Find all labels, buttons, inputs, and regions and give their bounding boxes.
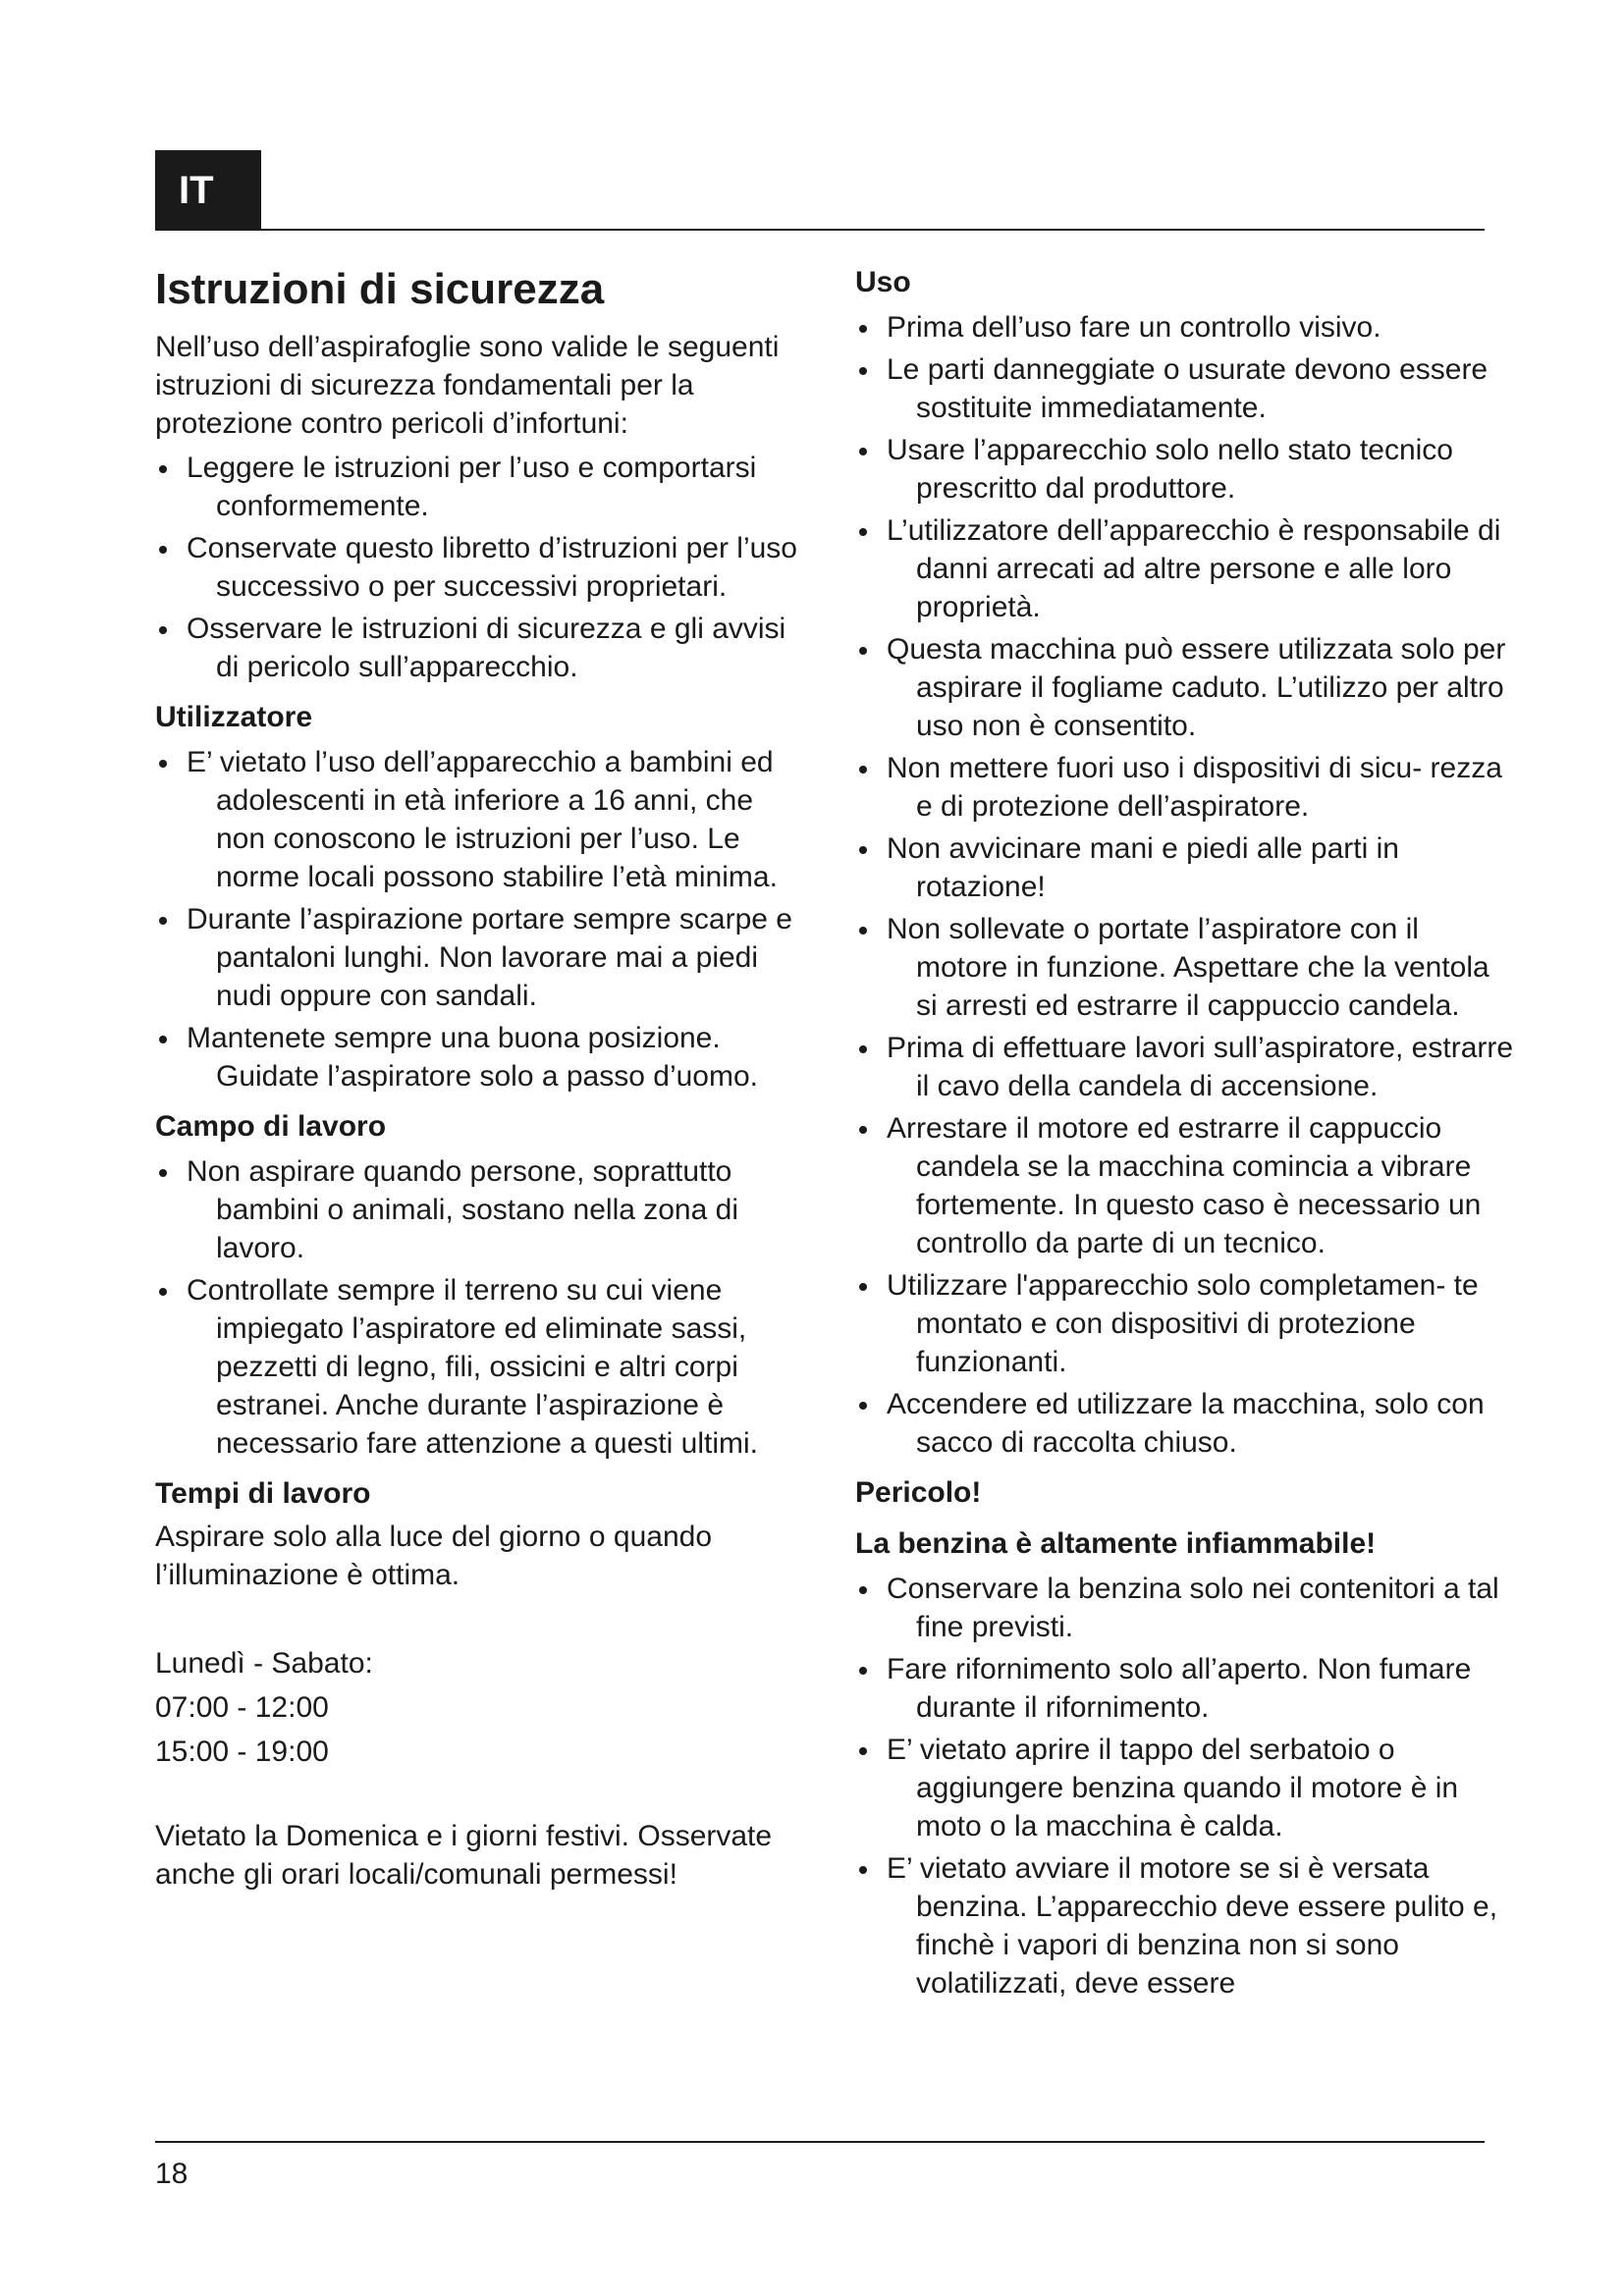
left-column	[155, 263, 808, 1897]
utilizzatore-bullet-list	[155, 743, 808, 1095]
list-item: Usare l’apparecchio solo nello stato tecnico prescritto dal produttore.	[855, 431, 1515, 507]
list-item: Non sollevate o portate l’aspiratore con il motore in funzione. Aspettare che la ventola si arresti ed estrarre il cappuccio candela.	[855, 910, 1515, 1025]
list-item: Mantenete sempre una buona posizione. Guidate l’aspiratore solo a passo d’uomo.	[155, 1019, 808, 1095]
list-item: Utilizzare l'apparecchio solo completamen- te montato e con dispositivi di protezione funzionanti.	[855, 1266, 1515, 1381]
section-heading-uso: Uso	[855, 266, 911, 298]
page-title: Istruzioni di sicurezza	[155, 265, 605, 313]
list-item: Fare rifornimento solo all’aperto. Non fumare durante il rifornimento.	[855, 1650, 1515, 1727]
list-item: Conservate questo libretto d’istruzioni per l’uso successivo o per successivi proprietari.	[155, 529, 808, 606]
list-item: Questa macchina può essere utilizzata solo per aspirare il fogliame caduto. L’utilizzo per altro uso non è consentito.	[855, 630, 1515, 745]
list-item: Le parti danneggiate o usurate devono essere sostituite immediatamente.	[855, 350, 1515, 427]
time-range-morning: 07:00 - 12:00	[155, 1691, 329, 1724]
intro-paragraph: Nell’uso dell’aspirafoglie sono valide le seguenti istruzioni di sicurezza fondamentali per la protezione contro pericoli d’infortuni:	[155, 331, 780, 440]
pericolo-bullet-list	[855, 1570, 1515, 2002]
list-item: Non aspirare quando persone, soprattutto bambini o animali, sostano nella zona di lavoro.	[155, 1152, 808, 1267]
list-item: Arrestare il motore ed estrarre il cappuccio candela se la macchina comincia a vibrare fortemente. In questo caso è necessario un controllo da parte di un tecnico.	[855, 1109, 1515, 1262]
intro-bullet-list	[155, 449, 808, 686]
time-range-afternoon: 15:00 - 19:00	[155, 1735, 329, 1768]
section-heading-campo: Campo di lavoro	[155, 1110, 387, 1143]
section-heading-tempi: Tempi di lavoro	[155, 1477, 371, 1510]
list-item: Accendere ed utilizzare la macchina, solo con sacco di raccolta chiuso.	[855, 1385, 1515, 1462]
list-item: Controllate sempre il terreno su cui viene impiegato l’aspiratore ed eliminate sassi, pezzetti di legno, fili, ossicini e altri corpi estranei. Anche durante l’aspirazione è necessario fare attenzione a questi ultimi.	[155, 1271, 808, 1463]
section-heading-utilizzatore: Utilizzatore	[155, 701, 313, 733]
list-item: Prima dell’uso fare un controllo visivo.	[855, 308, 1515, 347]
list-item: Non mettere fuori uso i dispositivi di sicu- rezza e di protezione dell’aspiratore.	[855, 749, 1515, 826]
right-column	[855, 263, 1515, 2006]
header-rule	[261, 229, 1485, 231]
footer-rule	[155, 2141, 1485, 2143]
list-item: Prima di effettuare lavori sull’aspiratore, estrarre il cavo della candela di accensione.	[855, 1029, 1515, 1105]
language-tab: IT	[155, 150, 261, 231]
list-item: Leggere le istruzioni per l’uso e comportarsi conformemente.	[155, 449, 808, 525]
list-item: Durante l’aspirazione portare sempre scarpe e pantaloni lunghi. Non lavorare mai a piedi nudi oppure con sandali.	[155, 900, 808, 1015]
tempi-paragraph: Aspirare solo alla luce del giorno o quando l’illuminazione è ottima.	[155, 1521, 713, 1591]
uso-bullet-list	[855, 308, 1515, 1462]
list-item: Conservare la benzina solo nei contenitori a tal fine previsti.	[855, 1570, 1515, 1646]
tempi-note: Vietato la Domenica e i giorni festivi. Osservate anche gli orari locali/comunali permessi!	[155, 1820, 773, 1891]
section-subheading-benzina: La benzina è altamente infiammabile!	[855, 1527, 1377, 1560]
list-item: E’ vietato aprire il tappo del serbatoio o aggiungere benzina quando il motore è in moto o la macchina è calda.	[855, 1731, 1515, 1845]
list-item: Osservare le istruzioni di sicurezza e gli avvisi di pericolo sull’apparecchio.	[155, 610, 808, 686]
list-item: L’utilizzatore dell’apparecchio è responsabile di danni arrecati ad altre persone e alle loro proprietà.	[855, 511, 1515, 626]
days-label: Lunedì - Sabato:	[155, 1647, 373, 1680]
section-heading-pericolo: Pericolo!	[855, 1476, 982, 1509]
page-number: 18	[155, 2158, 189, 2190]
list-item: E’ vietato l’uso dell’apparecchio a bambini ed adolescenti in età inferiore a 16 anni, che non conoscono le istruzioni per l’uso. Le norme locali possono stabilire l’età minima.	[155, 743, 808, 896]
list-item: E’ vietato avviare il motore se si è versata benzina. L’apparecchio deve essere pulito e, finchè i vapori di benzina non si sono volatilizzati, deve essere	[855, 1849, 1515, 2002]
list-item: Non avvicinare mani e piedi alle parti in rotazione!	[855, 829, 1515, 906]
campo-bullet-list	[155, 1152, 808, 1463]
